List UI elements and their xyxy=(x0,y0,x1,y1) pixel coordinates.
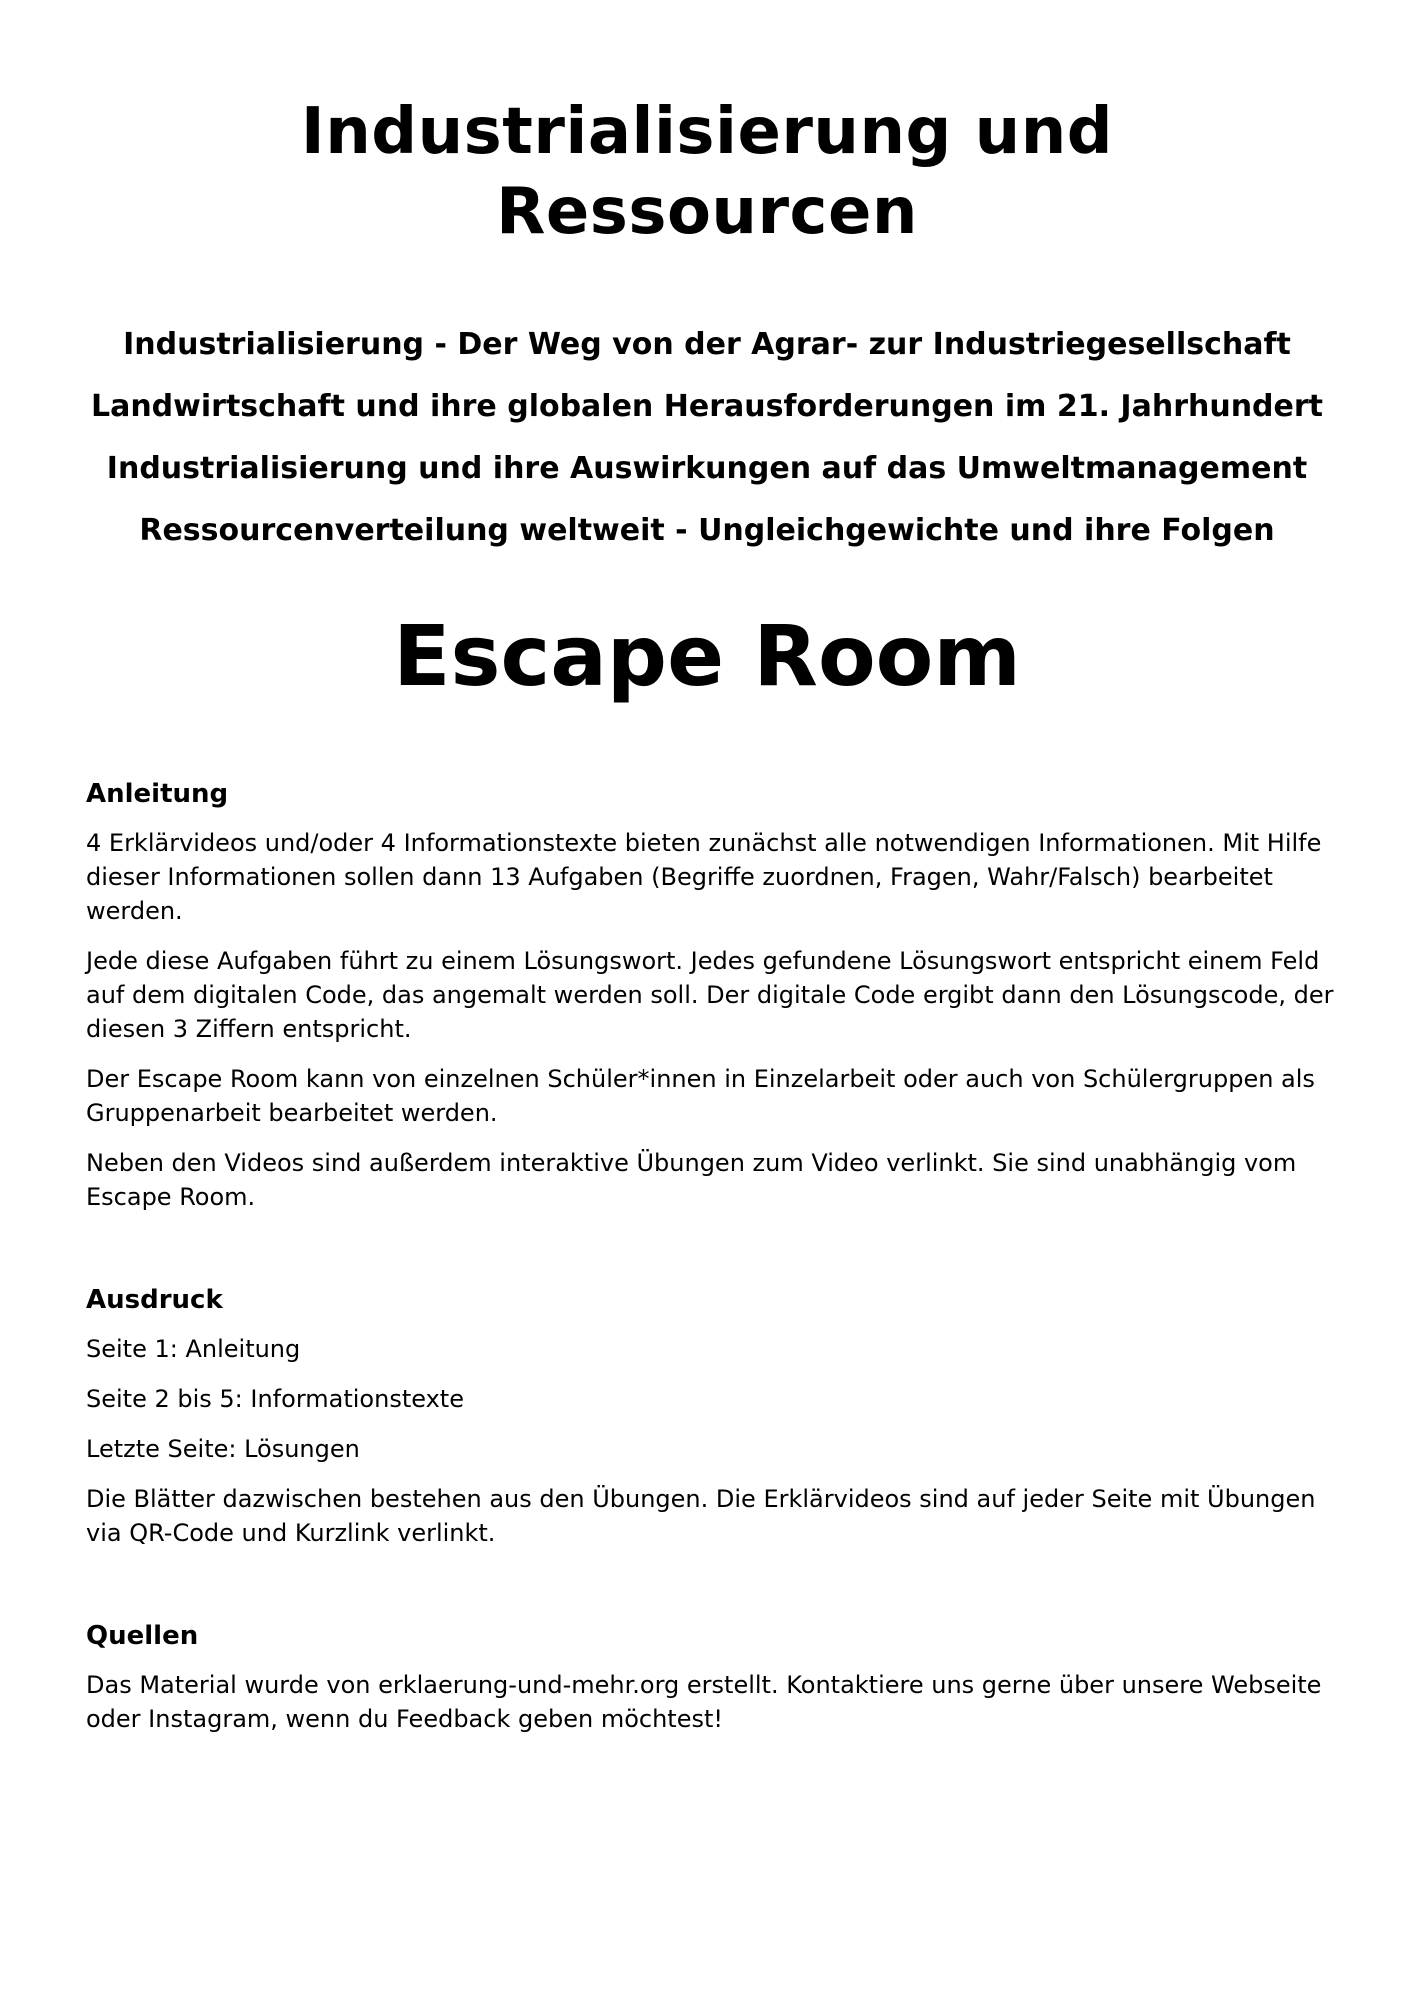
section-heading-ausdruck: Ausdruck xyxy=(86,1285,223,1315)
subtitle-industrialisierung: Industrialisierung - Der Weg von der Agrar- zur Industriegesellschaft xyxy=(123,327,1291,362)
anleitung-paragraph: Jede diese Aufgaben führt zu einem Lösungswort. Jedes gefundene Lösungswort entspricht einem Feld auf dem digitalen Code, das angemalt werden soll. Der digitale Code ergibt dann den Lösungscode, der diesen 3 Ziffern entspricht. xyxy=(86,947,1334,1043)
escape-room-title: Escape Room xyxy=(393,607,1021,705)
quellen-paragraph: Das Material wurde von erklaerung-und-mehr.org erstellt. Kontaktiere uns gerne über unsere Webseite oder Instagram, wenn du Feedback geben möchtest! xyxy=(86,1671,1322,1733)
anleitung-paragraph: Der Escape Room kann von einzelnen Schüler*innen in Einzelarbeit oder auch von Schülergruppen als Gruppenarbeit bearbeitet werden. xyxy=(86,1065,1315,1127)
subtitle-list xyxy=(86,314,1328,562)
section-anleitung xyxy=(86,776,1334,1214)
ausdruck-paragraph: Letzte Seite: Lösungen xyxy=(86,1435,360,1463)
subtitle-landwirtschaft: Landwirtschaft und ihre globalen Herausforderungen im 21. Jahrhundert xyxy=(90,389,1324,424)
section-quellen xyxy=(86,1618,1328,1736)
ausdruck-paragraph: Seite 2 bis 5: Informationstexte xyxy=(86,1385,464,1413)
subtitle-umweltmanagement: Industrialisierung und ihre Auswirkungen auf das Umweltmanagement xyxy=(106,451,1308,486)
section-heading-quellen: Quellen xyxy=(86,1621,199,1651)
anleitung-paragraph: 4 Erklärvideos und/oder 4 Informationstexte bieten zunächst alle notwendigen Informationen. Mit Hilfe dieser Informationen sollen dann 13 Aufgaben (Begriffe zuordnen, Fragen, Wahr/Falsch) bearbeitet werden. xyxy=(86,829,1322,925)
subtitle-ressourcenverteilung: Ressourcenverteilung weltweit - Ungleichgewichte und ihre Folgen xyxy=(139,513,1275,548)
anleitung-paragraph: Neben den Videos sind außerdem interaktive Übungen zum Video verlinkt. Sie sind unabhängig vom Escape Room. xyxy=(86,1149,1297,1211)
page-title: Industrialisierung und Ressourcen xyxy=(300,95,1114,249)
section-heading-anleitung: Anleitung xyxy=(86,779,229,809)
section-ausdruck xyxy=(86,1282,1328,1550)
ausdruck-paragraph: Seite 1: Anleitung xyxy=(86,1335,301,1363)
ausdruck-paragraph: Die Blätter dazwischen bestehen aus den Übungen. Die Erklärvideos sind auf jeder Seite mit Übungen via QR-Code und Kurzlink verlinkt. xyxy=(86,1485,1316,1547)
